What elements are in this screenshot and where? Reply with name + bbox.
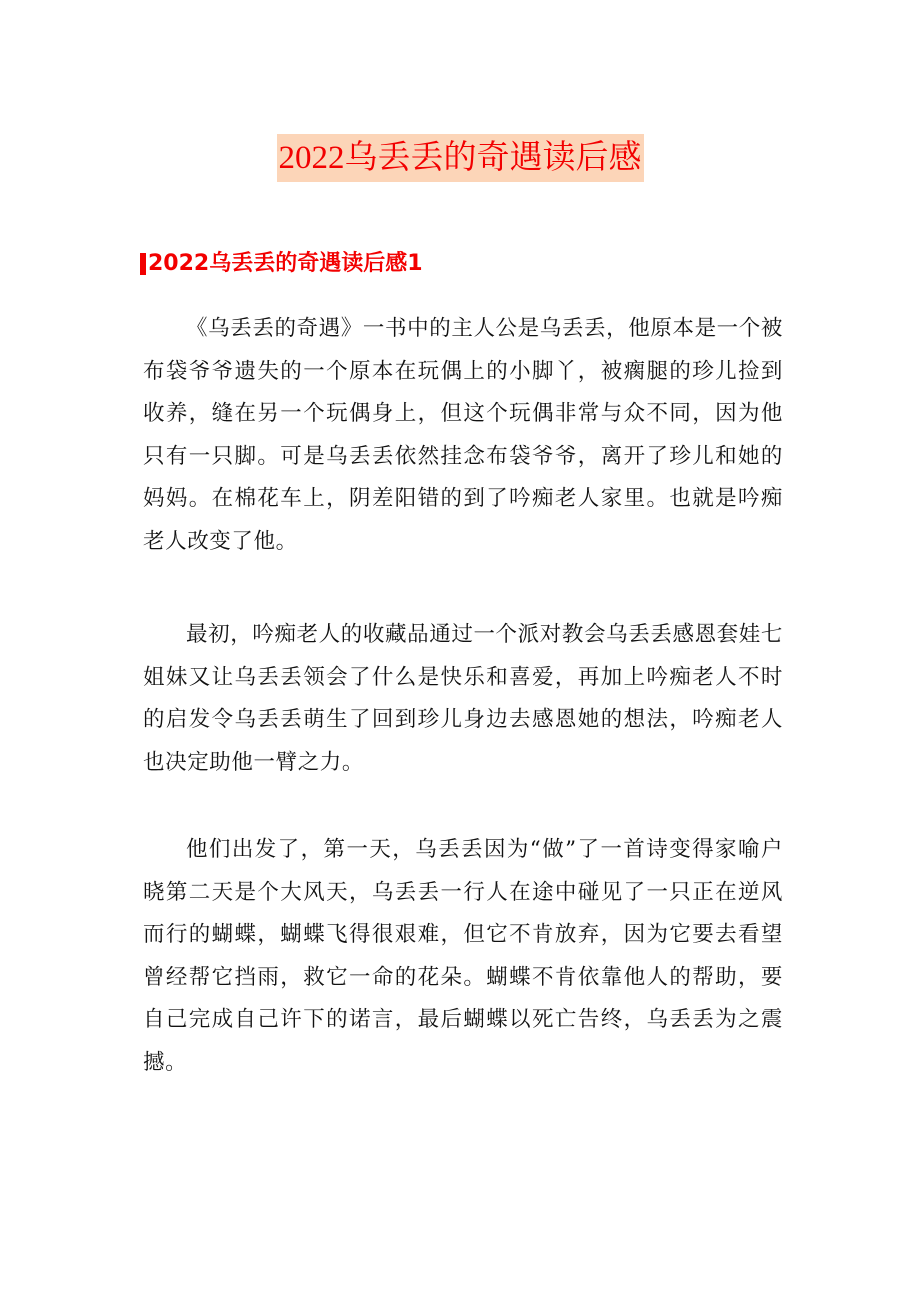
- body-paragraph-3: 他们出发了，第一天，乌丢丢因为“做”了一首诗变得家喻户晓第二天是个大风天，乌丢丢一行人在途中碰见了一只正在逆风而行的蝴蝶，蝴蝶飞得很艰难，但它不肯放弃，因为它要去看望曾经帮它挡雨，救它一命的花朵。蝴蝶不肯依靠他人的帮助，要自己完成自己许下的诺言，最后蝴蝶以死亡告终，乌丢丢为之震撼。: [143, 837, 783, 1075]
- body-paragraph-2: 最初，吟痴老人的收藏品通过一个派对教会乌丢丢感恩套娃七姐妹又让乌丢丢领会了什么是快乐和喜爱，再加上吟痴老人不时的启发令乌丢丢萌生了回到珍儿身边去感恩她的想法，吟痴老人也决定助他一臂之力。: [143, 622, 783, 775]
- body-paragraph-1: 《乌丢丢的奇遇》一书中的主人公是乌丢丢，他原本是一个被布袋爷爷遗失的一个原本在玩偶上的小脚丫，被瘸腿的珍儿捡到收养，缝在另一个玩偶身上，但这个玩偶非常与众不同，因为他只有一只脚。可是乌丢丢依然挂念布袋爷爷，离开了珍儿和她的妈妈。在棉花车上，阴差阳错的到了吟痴老人家里。也就是吟痴老人改变了他。: [143, 316, 783, 554]
- title-container: [0, 134, 920, 182]
- section-heading-text: 2022乌丢丢的奇遇读后感1: [148, 251, 423, 276]
- heading-marker-bar: [140, 253, 146, 275]
- section-heading: [140, 247, 423, 281]
- document-title: 2022乌丢丢的奇遇读后感: [277, 134, 644, 182]
